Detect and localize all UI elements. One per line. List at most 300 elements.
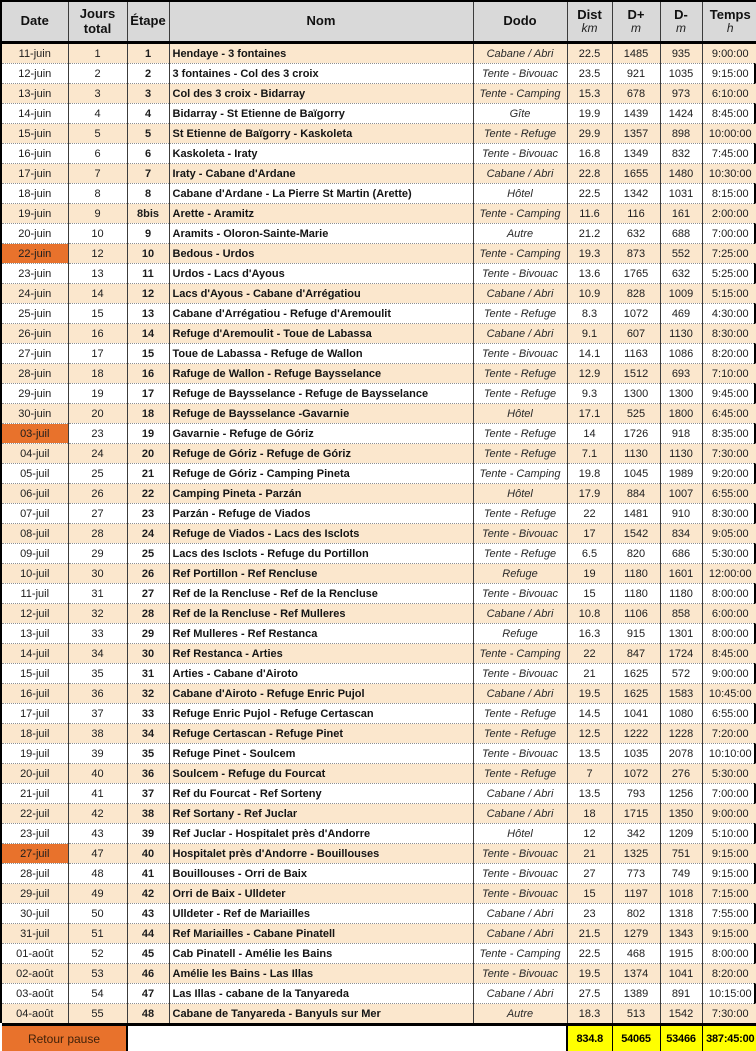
cell-date: 16-juil	[2, 684, 68, 704]
cell-dist: 6.5	[567, 544, 612, 564]
cell-date: 22-juil	[2, 804, 68, 824]
cell-etape: 24	[127, 524, 169, 544]
cell-date: 13-juil	[2, 624, 68, 644]
cell-dplus: 1041	[612, 704, 660, 724]
cell-dist: 21	[567, 844, 612, 864]
cell-dodo: Gîte	[473, 104, 567, 124]
cell-dodo: Tente - Bivouac	[473, 344, 567, 364]
cell-nom: Parzán - Refuge de Viados	[169, 504, 473, 524]
cell-dplus: 1765	[612, 264, 660, 284]
cell-dist: 21.2	[567, 224, 612, 244]
cell-jours-total: 52	[68, 944, 127, 964]
col-header-temps: Temps h	[702, 2, 756, 43]
cell-nom: Rafuge de Wallon - Refuge Baysselance	[169, 364, 473, 384]
cell-nom: Cabane d'Ardane - La Pierre St Martin (Arette)	[169, 184, 473, 204]
cell-dodo: Autre	[473, 224, 567, 244]
cell-etape: 35	[127, 744, 169, 764]
cell-etape: 40	[127, 844, 169, 864]
cell-dplus: 1072	[612, 764, 660, 784]
cell-jours-total: 48	[68, 864, 127, 884]
cell-dplus: 342	[612, 824, 660, 844]
cell-dist: 9.1	[567, 324, 612, 344]
cell-nom: Soulcem - Refuge du Fourcat	[169, 764, 473, 784]
cell-dodo: Cabane / Abri	[473, 284, 567, 304]
cell-temps: 7:55:00	[702, 904, 756, 924]
cell-dminus: 572	[660, 664, 702, 684]
cell-temps: 8:00:00	[702, 584, 756, 604]
cell-temps: 10:10:00	[702, 744, 756, 764]
cell-etape: 29	[127, 624, 169, 644]
table-row	[2, 404, 756, 424]
cell-etape: 32	[127, 684, 169, 704]
cell-date: 30-juil	[2, 904, 68, 924]
cell-dminus: 2078	[660, 744, 702, 764]
cell-temps: 10:45:00	[702, 684, 756, 704]
cell-temps: 10:00:00	[702, 124, 756, 144]
cell-etape: 3	[127, 84, 169, 104]
cell-nom: Refuge de Góriz - Camping Pineta	[169, 464, 473, 484]
cell-dplus: 1625	[612, 684, 660, 704]
total-dplus: 54065	[612, 1025, 660, 1051]
cell-date: 10-juil	[2, 564, 68, 584]
cell-dplus: 921	[612, 64, 660, 84]
cell-etape: 36	[127, 764, 169, 784]
cell-dminus: 834	[660, 524, 702, 544]
table-row	[2, 464, 756, 484]
cell-etape: 23	[127, 504, 169, 524]
cell-temps: 8:00:00	[702, 624, 756, 644]
cell-temps: 6:00:00	[702, 604, 756, 624]
cell-nom: Orri de Baix - Ulldeter	[169, 884, 473, 904]
cell-dplus: 1222	[612, 724, 660, 744]
cell-dodo: Tente - Refuge	[473, 504, 567, 524]
table-row	[2, 324, 756, 344]
cell-date: 11-juin	[2, 43, 68, 64]
footer-empty-cell	[127, 1025, 567, 1051]
cell-etape: 41	[127, 864, 169, 884]
cell-etape: 13	[127, 304, 169, 324]
cell-date: 07-juil	[2, 504, 68, 524]
cell-jours-total: 24	[68, 444, 127, 464]
cell-temps: 9:15:00	[702, 844, 756, 864]
cell-nom: Cabane de Tanyareda - Banyuls sur Mer	[169, 1004, 473, 1025]
cell-dplus: 1300	[612, 384, 660, 404]
table-row	[2, 724, 756, 744]
table-row	[2, 704, 756, 724]
cell-jours-total: 10	[68, 224, 127, 244]
table-row	[2, 264, 756, 284]
cell-etape: 7	[127, 164, 169, 184]
cell-dminus: 161	[660, 204, 702, 224]
cell-date: 20-juin	[2, 224, 68, 244]
cell-dplus: 632	[612, 224, 660, 244]
cell-dplus: 820	[612, 544, 660, 564]
cell-dist: 12.9	[567, 364, 612, 384]
cell-dplus: 1655	[612, 164, 660, 184]
table-row	[2, 344, 756, 364]
cell-jours-total: 35	[68, 664, 127, 684]
cell-dist: 16.3	[567, 624, 612, 644]
cell-dodo: Tente - Camping	[473, 204, 567, 224]
cell-dist: 29.9	[567, 124, 612, 144]
cell-temps: 7:45:00	[702, 144, 756, 164]
itinerary-table	[2, 2, 756, 1051]
cell-jours-total: 37	[68, 704, 127, 724]
cell-dplus: 513	[612, 1004, 660, 1025]
cell-dminus: 1086	[660, 344, 702, 364]
cell-etape: 4	[127, 104, 169, 124]
cell-dist: 22.5	[567, 184, 612, 204]
cell-dplus: 1726	[612, 424, 660, 444]
cell-dist: 22.5	[567, 43, 612, 64]
cell-dist: 22	[567, 644, 612, 664]
cell-nom: Ref Mariailles - Cabane Pinatell	[169, 924, 473, 944]
cell-jours-total: 41	[68, 784, 127, 804]
cell-temps: 7:20:00	[702, 724, 756, 744]
cell-nom: Urdos - Lacs d'Ayous	[169, 264, 473, 284]
cell-etape: 5	[127, 124, 169, 144]
cell-dminus: 1800	[660, 404, 702, 424]
cell-dodo: Hôtel	[473, 404, 567, 424]
cell-dplus: 793	[612, 784, 660, 804]
cell-temps: 12:00:00	[702, 564, 756, 584]
cell-dist: 19	[567, 564, 612, 584]
cell-etape: 43	[127, 904, 169, 924]
cell-nom: Refuge de Baysselance - Refuge de Baysselance	[169, 384, 473, 404]
cell-temps: 7:15:00	[702, 884, 756, 904]
cell-dodo: Cabane / Abri	[473, 164, 567, 184]
cell-date: 29-juin	[2, 384, 68, 404]
cell-jours-total: 39	[68, 744, 127, 764]
cell-etape: 46	[127, 964, 169, 984]
cell-dist: 12	[567, 824, 612, 844]
cell-dminus: 1018	[660, 884, 702, 904]
cell-temps: 8:20:00	[702, 964, 756, 984]
cell-dist: 14.5	[567, 704, 612, 724]
cell-temps: 6:55:00	[702, 704, 756, 724]
cell-dminus: 1318	[660, 904, 702, 924]
table-row	[2, 644, 756, 664]
cell-dist: 10.9	[567, 284, 612, 304]
cell-temps: 7:10:00	[702, 364, 756, 384]
cell-nom: Ref Portillon - Ref Rencluse	[169, 564, 473, 584]
cell-dplus: 1439	[612, 104, 660, 124]
cell-dodo: Tente - Bivouac	[473, 864, 567, 884]
cell-jours-total: 32	[68, 604, 127, 624]
cell-dodo: Tente - Bivouac	[473, 264, 567, 284]
cell-temps: 9:05:00	[702, 524, 756, 544]
cell-dodo: Tente - Bivouac	[473, 844, 567, 864]
cell-nom: Arties - Cabane d'Airoto	[169, 664, 473, 684]
cell-nom: Kaskoleta - Iraty	[169, 144, 473, 164]
cell-jours-total: 13	[68, 264, 127, 284]
col-header-date: Date	[2, 2, 68, 43]
table-row	[2, 984, 756, 1004]
cell-date: 12-juin	[2, 64, 68, 84]
cell-nom: Iraty - Cabane d'Ardane	[169, 164, 473, 184]
cell-etape: 9	[127, 224, 169, 244]
cell-jours-total: 47	[68, 844, 127, 864]
cell-temps: 5:30:00	[702, 544, 756, 564]
cell-temps: 2:00:00	[702, 204, 756, 224]
cell-date: 11-juil	[2, 584, 68, 604]
cell-date: 17-juin	[2, 164, 68, 184]
cell-temps: 5:15:00	[702, 284, 756, 304]
cell-dodo: Tente - Camping	[473, 944, 567, 964]
cell-temps: 6:45:00	[702, 404, 756, 424]
cell-nom: Ref du Fourcat - Ref Sorteny	[169, 784, 473, 804]
table-row	[2, 444, 756, 464]
table-row	[2, 684, 756, 704]
cell-dist: 14.1	[567, 344, 612, 364]
cell-nom: Refuge de Góriz - Refuge de Góriz	[169, 444, 473, 464]
cell-jours-total: 20	[68, 404, 127, 424]
cell-dist: 18	[567, 804, 612, 824]
cell-dplus: 1715	[612, 804, 660, 824]
cell-date: 27-juin	[2, 344, 68, 364]
table-footer	[2, 1025, 756, 1051]
cell-jours-total: 36	[68, 684, 127, 704]
cell-nom: Aramits - Oloron-Sainte-Marie	[169, 224, 473, 244]
table-row	[2, 424, 756, 444]
col-header-dminus: D- m	[660, 2, 702, 43]
cell-temps: 7:00:00	[702, 784, 756, 804]
cell-date: 03-août	[2, 984, 68, 1004]
cell-dminus: 1031	[660, 184, 702, 204]
cell-dodo: Cabane / Abri	[473, 684, 567, 704]
cell-dminus: 1915	[660, 944, 702, 964]
cell-nom: Hospitalet près d'Andorre - Bouillouses	[169, 844, 473, 864]
cell-temps: 7:30:00	[702, 444, 756, 464]
cell-dodo: Tente - Bivouac	[473, 524, 567, 544]
cell-dist: 19.5	[567, 684, 612, 704]
cell-jours-total: 9	[68, 204, 127, 224]
cell-temps: 9:00:00	[702, 664, 756, 684]
cell-date: 23-juin	[2, 264, 68, 284]
cell-temps: 10:30:00	[702, 164, 756, 184]
cell-dist: 10.8	[567, 604, 612, 624]
cell-date: 23-juil	[2, 824, 68, 844]
cell-nom: Camping Pineta - Parzán	[169, 484, 473, 504]
cell-nom: Cab Pinatell - Amélie les Bains	[169, 944, 473, 964]
cell-jours-total: 55	[68, 1004, 127, 1025]
cell-date: 04-juil	[2, 444, 68, 464]
cell-nom: Ref Mulleres - Ref Restanca	[169, 624, 473, 644]
cell-dminus: 686	[660, 544, 702, 564]
cell-temps: 9:15:00	[702, 64, 756, 84]
cell-dplus: 1197	[612, 884, 660, 904]
cell-dist: 19.9	[567, 104, 612, 124]
cell-dplus: 773	[612, 864, 660, 884]
cell-nom: Cabane d'Airoto - Refuge Enric Pujol	[169, 684, 473, 704]
cell-nom: Arette - Aramitz	[169, 204, 473, 224]
cell-dminus: 1256	[660, 784, 702, 804]
cell-nom: Las Illas - cabane de la Tanyareda	[169, 984, 473, 1004]
cell-dodo: Tente - Refuge	[473, 124, 567, 144]
cell-jours-total: 53	[68, 964, 127, 984]
cell-date: 15-juil	[2, 664, 68, 684]
cell-nom: Lacs d'Ayous - Cabane d'Arrégatiou	[169, 284, 473, 304]
table-row	[2, 784, 756, 804]
cell-dplus: 607	[612, 324, 660, 344]
table-row	[2, 84, 756, 104]
cell-etape: 42	[127, 884, 169, 904]
cell-jours-total: 40	[68, 764, 127, 784]
cell-dodo: Cabane / Abri	[473, 804, 567, 824]
cell-dist: 18.3	[567, 1004, 612, 1025]
cell-dist: 15	[567, 884, 612, 904]
cell-date: 04-août	[2, 1004, 68, 1025]
cell-jours-total: 1	[68, 43, 127, 64]
cell-nom: Amélie les Bains - Las Illas	[169, 964, 473, 984]
cell-jours-total: 8	[68, 184, 127, 204]
cell-temps: 5:30:00	[702, 764, 756, 784]
cell-jours-total: 38	[68, 724, 127, 744]
cell-etape: 21	[127, 464, 169, 484]
cell-dminus: 1350	[660, 804, 702, 824]
cell-nom: Hendaye - 3 fontaines	[169, 43, 473, 64]
cell-jours-total: 31	[68, 584, 127, 604]
cell-dminus: 1989	[660, 464, 702, 484]
table-row	[2, 144, 756, 164]
cell-dodo: Tente - Refuge	[473, 544, 567, 564]
table-row	[2, 844, 756, 864]
cell-temps: 9:20:00	[702, 464, 756, 484]
cell-dist: 23	[567, 904, 612, 924]
cell-etape: 8	[127, 184, 169, 204]
cell-date: 02-août	[2, 964, 68, 984]
cell-temps: 8:30:00	[702, 504, 756, 524]
cell-dminus: 973	[660, 84, 702, 104]
cell-dminus: 632	[660, 264, 702, 284]
cell-dminus: 858	[660, 604, 702, 624]
cell-jours-total: 2	[68, 64, 127, 84]
cell-dminus: 1041	[660, 964, 702, 984]
cell-date: 27-juil	[2, 844, 68, 864]
total-temps: 387:45:00	[702, 1025, 756, 1051]
table-row	[2, 1004, 756, 1025]
cell-dist: 15	[567, 584, 612, 604]
cell-etape: 10	[127, 244, 169, 264]
cell-etape: 15	[127, 344, 169, 364]
cell-dminus: 1080	[660, 704, 702, 724]
cell-date: 20-juil	[2, 764, 68, 784]
cell-dodo: Hôtel	[473, 184, 567, 204]
cell-date: 18-juil	[2, 724, 68, 744]
cell-etape: 14	[127, 324, 169, 344]
cell-jours-total: 19	[68, 384, 127, 404]
cell-dplus: 1130	[612, 444, 660, 464]
table-row	[2, 304, 756, 324]
cell-date: 28-juin	[2, 364, 68, 384]
cell-dplus: 525	[612, 404, 660, 424]
table-row	[2, 224, 756, 244]
cell-nom: Bouillouses - Orri de Baix	[169, 864, 473, 884]
cell-dist: 23.5	[567, 64, 612, 84]
cell-jours-total: 4	[68, 104, 127, 124]
cell-temps: 9:45:00	[702, 384, 756, 404]
cell-dist: 13.5	[567, 744, 612, 764]
cell-dist: 13.5	[567, 784, 612, 804]
table-row	[2, 484, 756, 504]
cell-dminus: 1601	[660, 564, 702, 584]
cell-jours-total: 6	[68, 144, 127, 164]
cell-jours-total: 29	[68, 544, 127, 564]
table-row	[2, 504, 756, 524]
table-row	[2, 904, 756, 924]
cell-dodo: Cabane / Abri	[473, 924, 567, 944]
cell-date: 22-juin	[2, 244, 68, 264]
cell-temps: 6:10:00	[702, 84, 756, 104]
table-row	[2, 864, 756, 884]
cell-dodo: Tente - Camping	[473, 644, 567, 664]
cell-dodo: Refuge	[473, 564, 567, 584]
cell-dplus: 1342	[612, 184, 660, 204]
cell-etape: 20	[127, 444, 169, 464]
cell-dist: 15.3	[567, 84, 612, 104]
cell-dist: 22	[567, 504, 612, 524]
cell-dplus: 116	[612, 204, 660, 224]
cell-date: 17-juil	[2, 704, 68, 724]
table-row	[2, 604, 756, 624]
cell-nom: Bidarray - St Etienne de Baïgorry	[169, 104, 473, 124]
col-header-dodo: Dodo	[473, 2, 567, 43]
cell-dist: 11.6	[567, 204, 612, 224]
cell-etape: 48	[127, 1004, 169, 1025]
cell-dodo: Refuge	[473, 624, 567, 644]
cell-jours-total: 12	[68, 244, 127, 264]
cell-jours-total: 18	[68, 364, 127, 384]
cell-etape: 30	[127, 644, 169, 664]
cell-date: 16-juin	[2, 144, 68, 164]
cell-etape: 39	[127, 824, 169, 844]
cell-dist: 21	[567, 664, 612, 684]
cell-jours-total: 28	[68, 524, 127, 544]
table-row	[2, 43, 756, 64]
cell-dminus: 1209	[660, 824, 702, 844]
cell-date: 21-juil	[2, 784, 68, 804]
cell-dplus: 1035	[612, 744, 660, 764]
cell-dplus: 1163	[612, 344, 660, 364]
cell-nom: Bedous - Urdos	[169, 244, 473, 264]
cell-dminus: 1130	[660, 444, 702, 464]
cell-date: 31-juil	[2, 924, 68, 944]
table-row	[2, 544, 756, 564]
cell-temps: 5:10:00	[702, 824, 756, 844]
cell-date: 05-juil	[2, 464, 68, 484]
cell-jours-total: 15	[68, 304, 127, 324]
table-row	[2, 384, 756, 404]
table-row	[2, 824, 756, 844]
cell-dist: 13.6	[567, 264, 612, 284]
table-row	[2, 884, 756, 904]
cell-date: 19-juil	[2, 744, 68, 764]
cell-dodo: Cabane / Abri	[473, 604, 567, 624]
cell-dist: 17.1	[567, 404, 612, 424]
cell-date: 28-juil	[2, 864, 68, 884]
table-row	[2, 584, 756, 604]
cell-nom: Ulldeter - Ref de Mariailles	[169, 904, 473, 924]
table-row	[2, 524, 756, 544]
cell-dodo: Tente - Camping	[473, 464, 567, 484]
cell-dplus: 1542	[612, 524, 660, 544]
cell-date: 29-juil	[2, 884, 68, 904]
cell-temps: 4:30:00	[702, 304, 756, 324]
cell-jours-total: 51	[68, 924, 127, 944]
cell-dodo: Tente - Refuge	[473, 384, 567, 404]
cell-dminus: 935	[660, 43, 702, 64]
cell-temps: 8:35:00	[702, 424, 756, 444]
